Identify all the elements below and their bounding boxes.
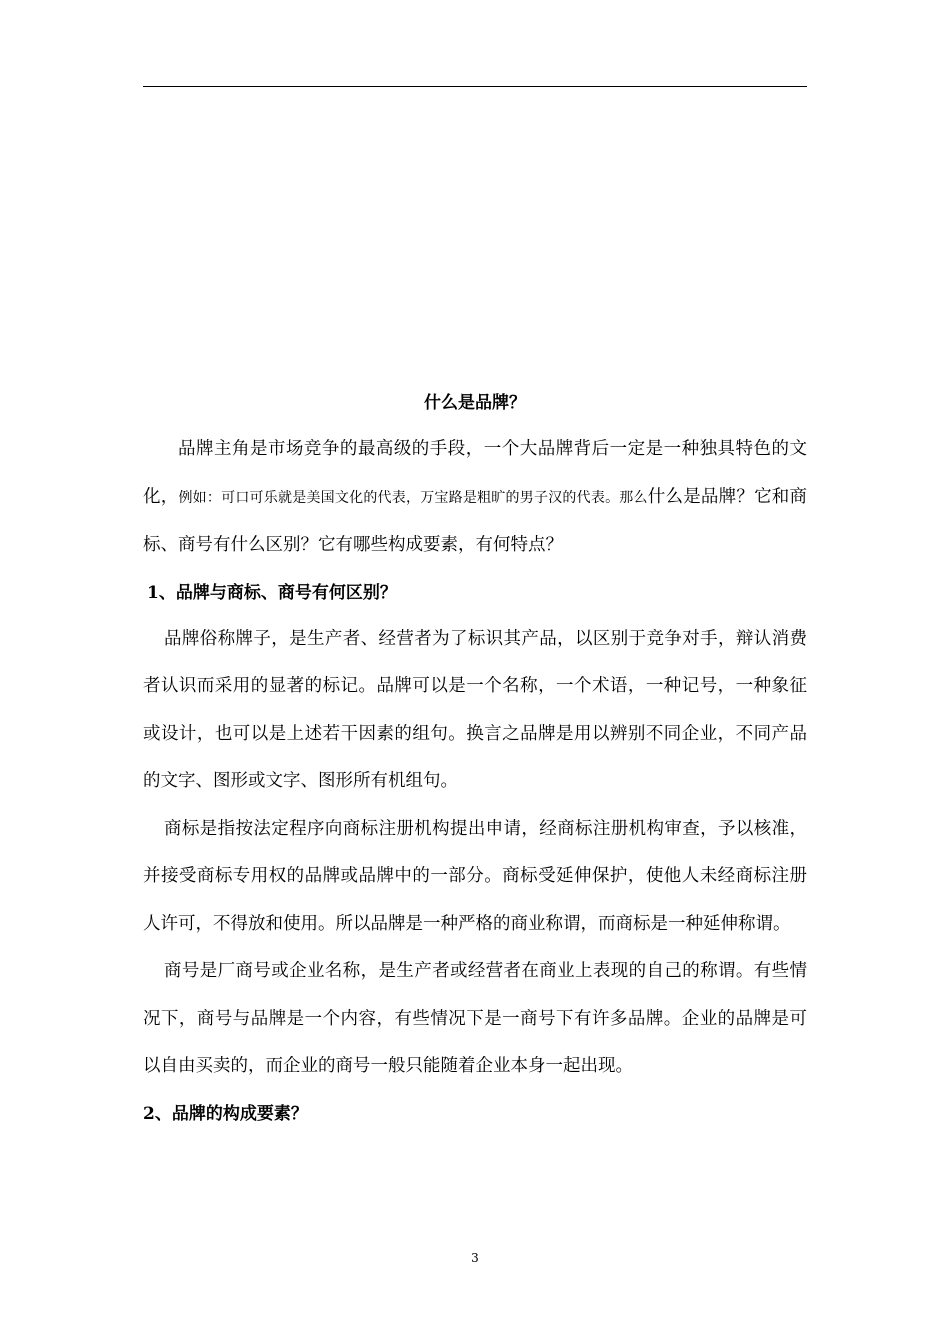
intro-text-questions: 什么是品牌？它和商标、商号有什么区别？它有哪些构成要素，有何特点？ bbox=[143, 486, 808, 555]
trademark-definition-paragraph: 商标是指按法定程序向商标注册机构提出申请，经商标注册机构审查，予以核准，并接受商标专用权的品牌或品牌中的一部分。商标受延伸保护，使他人未经商标注册人许可，不得放和使用。所以品牌是一种严格的商业称谓，而商标是一种延伸称谓。 bbox=[143, 818, 807, 934]
section-2-heading: 2、品牌的构成要素？ bbox=[143, 1103, 308, 1124]
brand-definition-paragraph: 品牌俗称牌子，是生产者、经营者为了标识其产品，以区别于竞争对手，辩认消费者认识而采用的显著的标记。品牌可以是一个名称，一个术语，一种记号，一种象征或设计，也可以是上述若干因素的组句。换言之品牌是用以辨别不同企业，不同产品的文字、图形或文字、图形所有机组句。 bbox=[143, 628, 807, 791]
document-title: 什么是品牌？ bbox=[424, 393, 526, 413]
document-body bbox=[143, 380, 807, 1137]
page-number: 3 bbox=[471, 1251, 479, 1265]
intro-paragraph bbox=[143, 426, 807, 570]
header-rule bbox=[143, 86, 807, 87]
intro-text-example: 例如：可口可乐就是美国文化的代表，万宝路是粗旷的男子汉的代表。那么 bbox=[178, 489, 648, 506]
trade-name-definition-paragraph: 商号是厂商号或企业名称，是生产者或经营者在商业上表现的自己的称谓。有些情况下，商号与品牌是一个内容，有些情况下是一商号下有许多品牌。企业的品牌是可以自由买卖的，而企业的商号一般只能随着企业本身一起出现。 bbox=[143, 961, 807, 1076]
intro-text-main: 品牌主角是市场竞争的最高级的手段，一个大品牌背后一定是一种独具特色的文化， bbox=[143, 439, 807, 507]
section-1-heading: 1、品牌与商标、商号有何区别？ bbox=[147, 582, 397, 603]
